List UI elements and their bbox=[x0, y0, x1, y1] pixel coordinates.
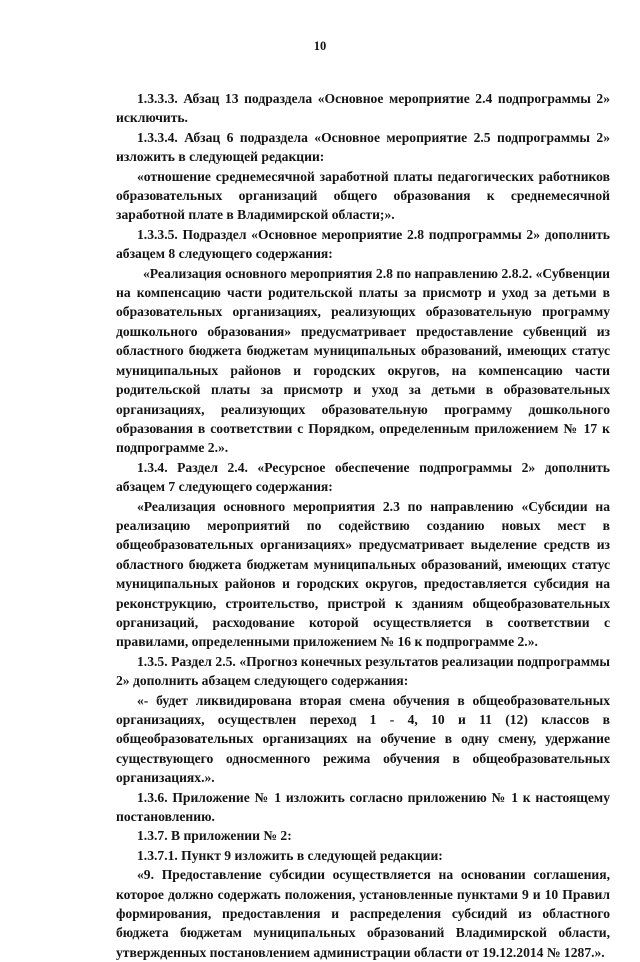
paragraph-1.3.5: 1.3.5. Раздел 2.5. «Прогноз конечных результатов реализации подпрограммы 2» дополнить абзацем следующего содержания: bbox=[116, 653, 610, 689]
quote-salary-ratio: «отношение среднемесячной заработной платы педагогических работников образовательных организаций общего образования к среднемесячной заработной плате в Владимирской области;». bbox=[116, 168, 610, 223]
paragraph-1.3.7: 1.3.7. В приложении № 2: bbox=[137, 828, 292, 844]
paragraph-1.3.6: 1.3.6. Приложение № 1 изложить согласно приложению № 1 к настоящему постановлению. bbox=[116, 789, 610, 825]
quote-point-9: «9. Предоставление субсидии осуществляется на основании соглашения, которое должно содержать положения, установленные пунктами 9 и 10 Правил формирования, предоставления и распределения субсидий из областного бюджета бюджетам муниципальных образований Владимирской области, утвержденных постановлением администрации области от 19.12.2014 № 1287.». bbox=[116, 867, 610, 960]
document-body bbox=[116, 89, 610, 962]
paragraph-1.3.3.5: 1.3.3.5. Подраздел «Основное мероприятие 2.8 подпрограммы 2» дополнить абзацем 8 следующего содержания: bbox=[116, 226, 610, 262]
paragraph-1.3.7.1: 1.3.7.1. Пункт 9 изложить в следующей редакции: bbox=[137, 847, 443, 863]
paragraph-1.3.3.4: 1.3.3.4. Абзац 6 подраздела «Основное мероприятие 2.5 подпрограммы 2» изложить в следующей редакции: bbox=[116, 129, 610, 165]
paragraph-1.3.3.3: 1.3.3.3. Абзац 13 подраздела «Основное мероприятие 2.4 подпрограммы 2» исключить. bbox=[116, 91, 610, 126]
quote-second-shift: «- будет ликвидирована вторая смена обучения в общеобразовательных организациях, осуществлен переход 1 - 4, 10 и 11 (12) классов в общеобразовательных организациях на обучение в одну смену, удержание существующего односменного режима обучения в общеобразовательных организациях.». bbox=[116, 692, 610, 786]
quote-measure-2.3: «Реализация основного мероприятия 2.3 по направлению «Субсидии на реализацию мероприятий по содействию созданию новых мест в общеобразовательных организациях» предусматривает выделение средств из областного бюджета бюджетам муниципальных образований, имеющих статус муниципальных районов и городских округов, предоставляется субсидия на реконструкцию, строительство, пристрой к зданиям общеобразовательных организаций, расходование которой осуществляется в соответствии с правилами, определенными приложением № 16 к подпрограмме 2.». bbox=[116, 498, 610, 650]
quote-measure-2.8: «Реализация основного мероприятия 2.8 по направлению 2.8.2. «Субвенции на компенсацию части родительской платы за присмотр и уход за детьми в образовательных организациях, реализующих образовательную программу дошкольного образования» предусматривает предоставление субвенций из областного бюджета бюджетам муниципальных образований, имеющих статус муниципальных районов и городских округов, на компенсацию части родительской платы за присмотр и уход за детьми в образовательных организациях, реализующих образовательную программу дошкольного образования в соответствии с Порядком, определенным приложением № 17 к подпрограмме 2.». bbox=[116, 265, 610, 456]
page-number: 10 bbox=[313, 39, 327, 53]
paragraph-1.3.4: 1.3.4. Раздел 2.4. «Ресурсное обеспечение подпрограммы 2» дополнить абзацем 7 следующего содержания: bbox=[116, 459, 610, 495]
